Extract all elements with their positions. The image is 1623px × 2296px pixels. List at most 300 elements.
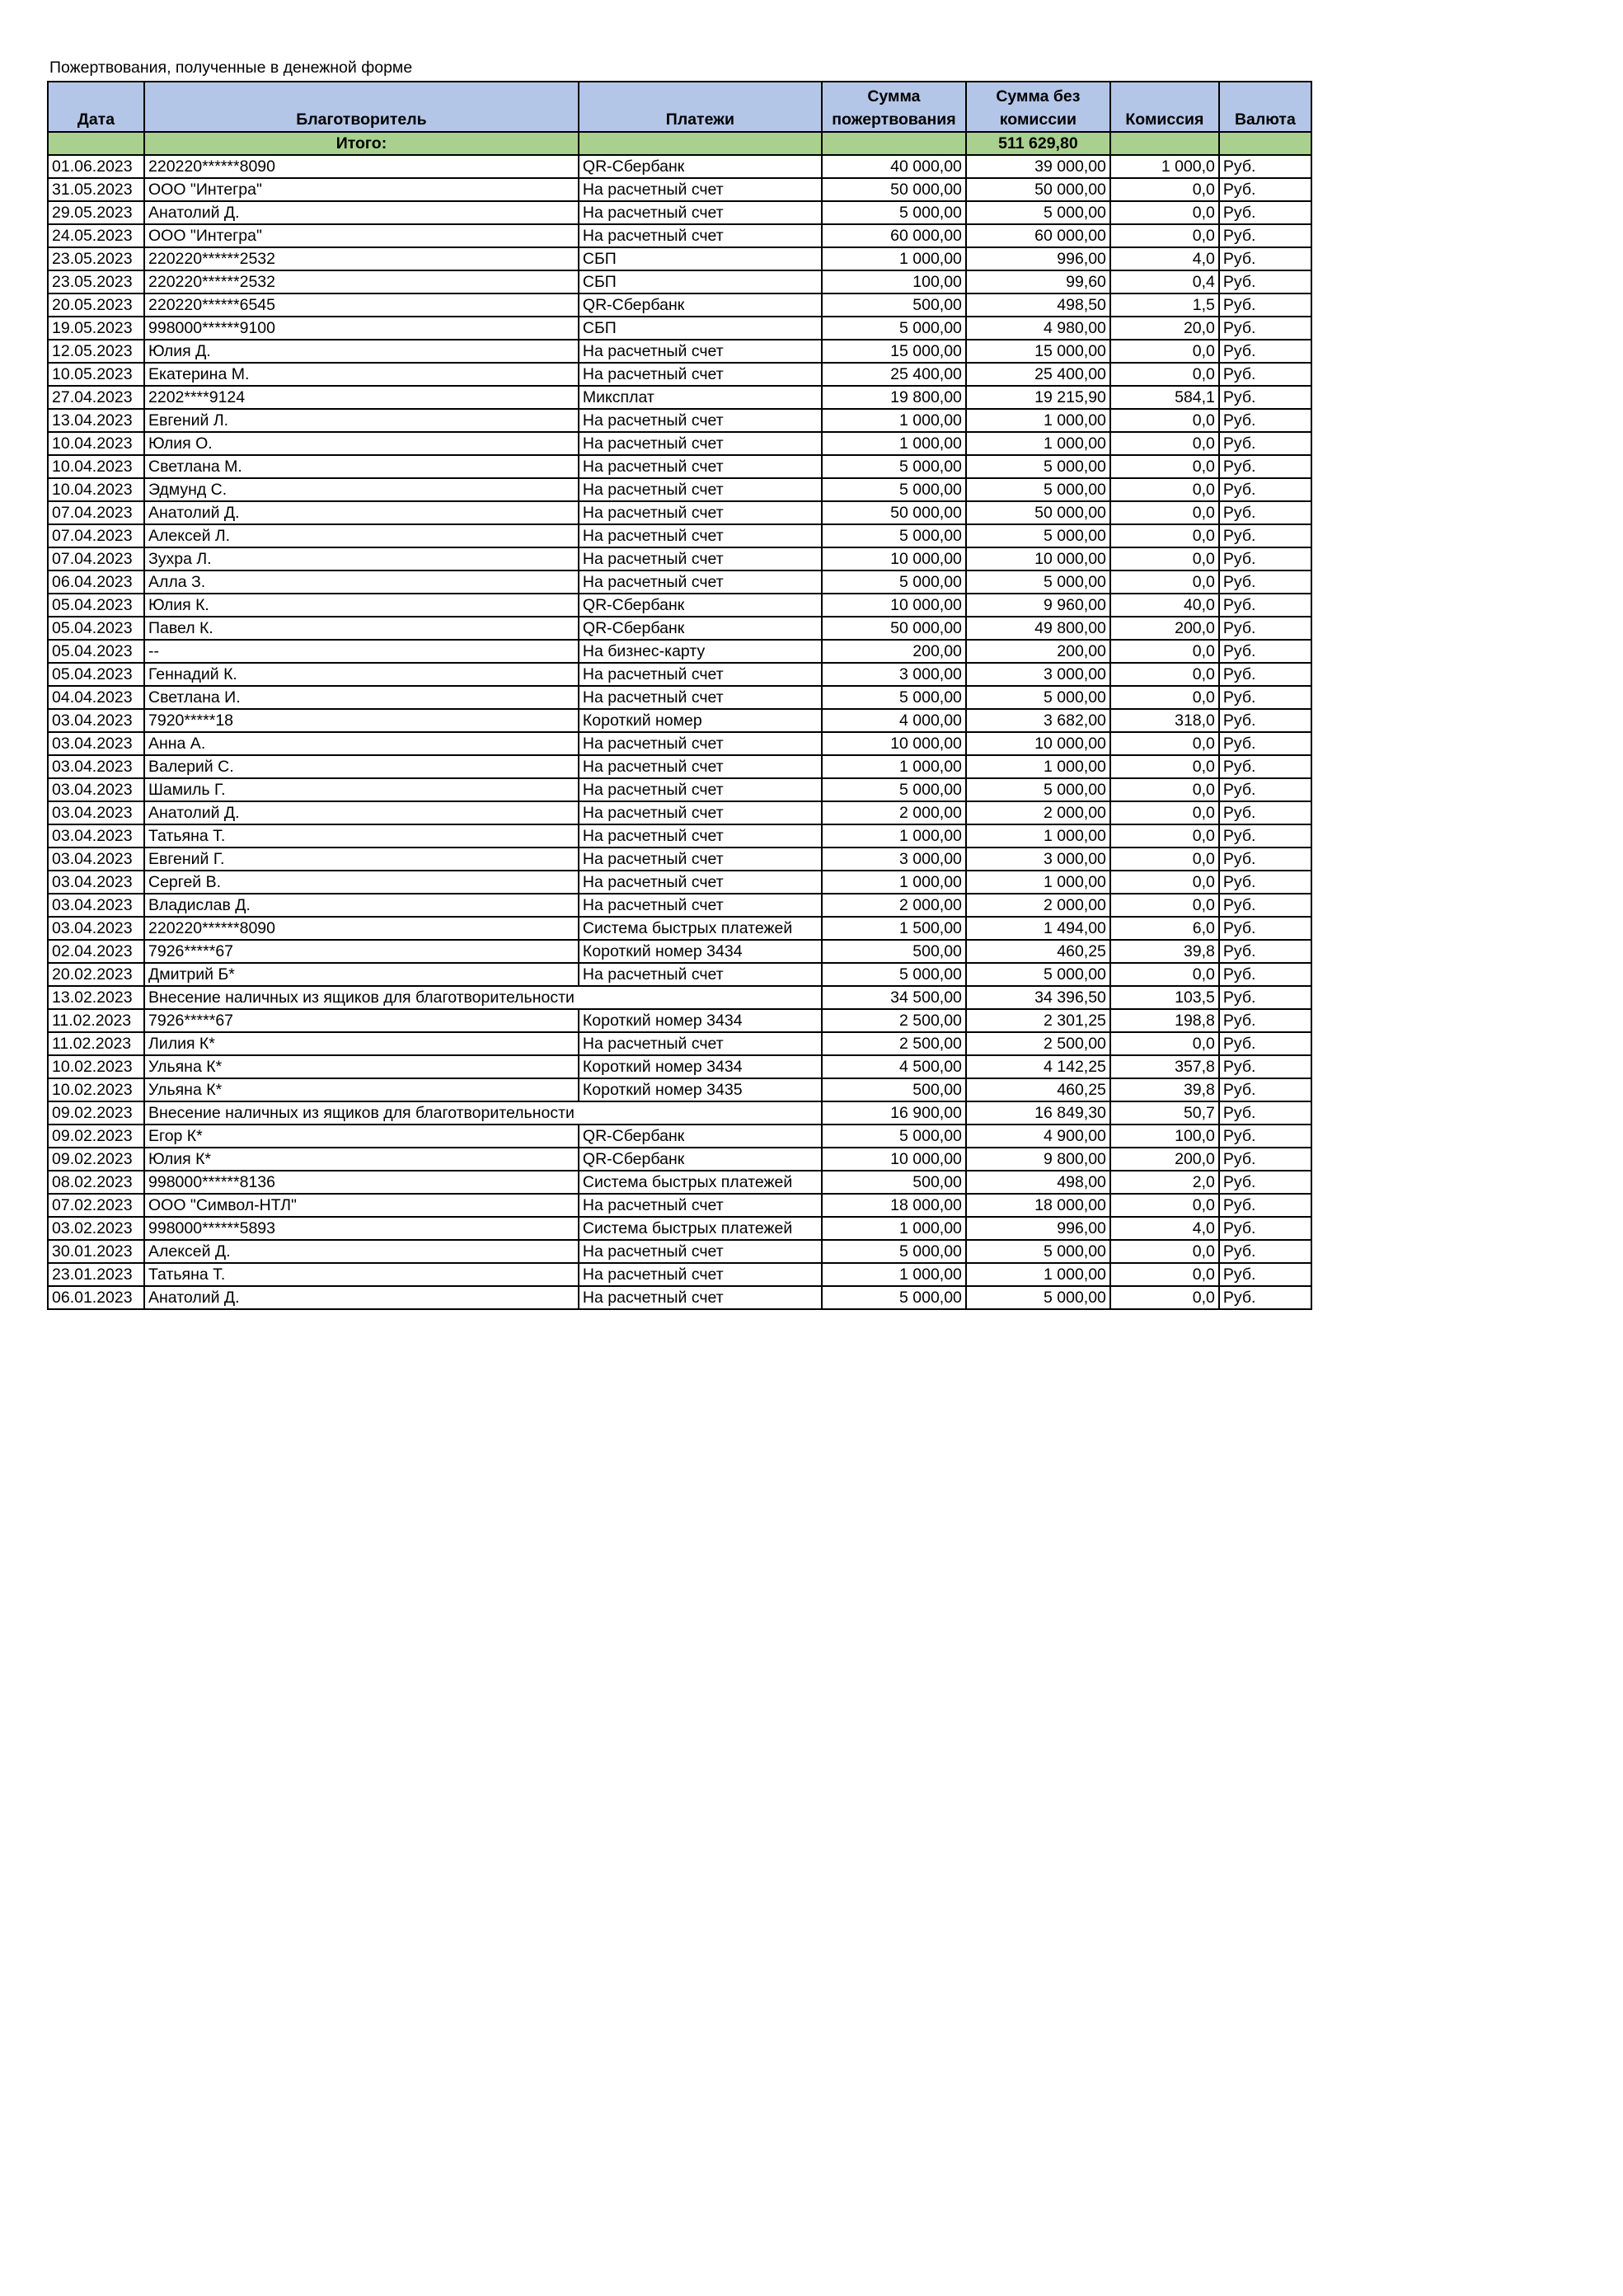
- cell-donor: Анатолий Д.: [144, 1286, 579, 1309]
- cell-donor: Внесение наличных из ящиков для благотворительности: [144, 986, 579, 1009]
- cell-currency: Руб.: [1219, 201, 1311, 224]
- cell-net-amount: 5 000,00: [966, 455, 1110, 478]
- cell-commission: 0,4: [1110, 270, 1219, 293]
- cell-commission: 0,0: [1110, 778, 1219, 801]
- cell-amount: 5 000,00: [822, 570, 966, 594]
- cell-donor: Светлана И.: [144, 686, 579, 709]
- cell-commission: 39,8: [1110, 1078, 1219, 1101]
- cell-currency: Руб.: [1219, 1101, 1311, 1125]
- cell-payment: Система быстрых платежей: [579, 1171, 822, 1194]
- cell-payment: На расчетный счет: [579, 686, 822, 709]
- cell-donor: 220220******2532: [144, 270, 579, 293]
- table-row: [48, 1194, 1311, 1217]
- cell-net-amount: 50 000,00: [966, 501, 1110, 524]
- cell-net-amount: 498,50: [966, 293, 1110, 317]
- cell-amount: 200,00: [822, 640, 966, 663]
- cell-commission: 0,0: [1110, 363, 1219, 386]
- cell-date: 29.05.2023: [48, 201, 144, 224]
- cell-net-amount: 5 000,00: [966, 963, 1110, 986]
- total-row: [48, 132, 1311, 155]
- cell-currency: Руб.: [1219, 640, 1311, 663]
- table-row: [48, 386, 1311, 409]
- cell-donor: 7920*****18: [144, 709, 579, 732]
- cell-payment: На расчетный счет: [579, 1032, 822, 1055]
- cell-payment: На расчетный счет: [579, 663, 822, 686]
- cell-commission: 0,0: [1110, 409, 1219, 432]
- cell-donor: --: [144, 640, 579, 663]
- cell-currency: Руб.: [1219, 1125, 1311, 1148]
- cell-payment: На расчетный счет: [579, 340, 822, 363]
- cell-amount: 5 000,00: [822, 317, 966, 340]
- cell-net-amount: 2 000,00: [966, 894, 1110, 917]
- cell-date: 07.04.2023: [48, 501, 144, 524]
- cell-net-amount: 1 000,00: [966, 755, 1110, 778]
- cell-amount: 50 000,00: [822, 617, 966, 640]
- cell-donor: Сергей В.: [144, 871, 579, 894]
- cell-currency: Руб.: [1219, 1171, 1311, 1194]
- table-row: [48, 594, 1311, 617]
- cell-date: 06.04.2023: [48, 570, 144, 594]
- cell-commission: 0,0: [1110, 686, 1219, 709]
- cell-commission: 0,0: [1110, 848, 1219, 871]
- cell-commission: 0,0: [1110, 201, 1219, 224]
- cell-amount: 1 000,00: [822, 755, 966, 778]
- cell-amount: 5 000,00: [822, 686, 966, 709]
- cell-amount: 5 000,00: [822, 478, 966, 501]
- cell-donor: Анатолий Д.: [144, 801, 579, 824]
- cell-currency: Руб.: [1219, 663, 1311, 686]
- cell-amount: 10 000,00: [822, 547, 966, 570]
- cell-amount: 1 000,00: [822, 432, 966, 455]
- cell-date: 10.05.2023: [48, 363, 144, 386]
- cell-donor: 220220******8090: [144, 155, 579, 178]
- table-row: [48, 1125, 1311, 1148]
- cell-date: 11.02.2023: [48, 1032, 144, 1055]
- cell-amount: 500,00: [822, 1171, 966, 1194]
- cell-net-amount: 5 000,00: [966, 686, 1110, 709]
- cell-net-amount: 1 000,00: [966, 871, 1110, 894]
- table-row: [48, 570, 1311, 594]
- cell-currency: Руб.: [1219, 709, 1311, 732]
- cell-donor: Юлия О.: [144, 432, 579, 455]
- table-row: [48, 432, 1311, 455]
- table-row: [48, 224, 1311, 247]
- cell-currency: Руб.: [1219, 686, 1311, 709]
- cell-payment: На расчетный счет: [579, 455, 822, 478]
- cell-commission: 1 000,0: [1110, 155, 1219, 178]
- cell-currency: Руб.: [1219, 570, 1311, 594]
- cell-net-amount: 498,00: [966, 1171, 1110, 1194]
- cell-donor: Татьяна Т.: [144, 824, 579, 848]
- cell-commission: 0,0: [1110, 547, 1219, 570]
- cell-amount: 5 000,00: [822, 1125, 966, 1148]
- cell-payment: На расчетный счет: [579, 963, 822, 986]
- cell-amount: 16 900,00: [822, 1101, 966, 1125]
- cell-donor: 220220******6545: [144, 293, 579, 317]
- cell-date: 04.04.2023: [48, 686, 144, 709]
- column-header-currency: Валюта: [1219, 82, 1311, 132]
- cell-net-amount: 5 000,00: [966, 524, 1110, 547]
- cell-currency: Руб.: [1219, 409, 1311, 432]
- cell-commission: 0,0: [1110, 178, 1219, 201]
- cell-date: 27.04.2023: [48, 386, 144, 409]
- cell-amount: 34 500,00: [822, 986, 966, 1009]
- cell-date: 03.04.2023: [48, 917, 144, 940]
- cell-commission: 100,0: [1110, 1125, 1219, 1148]
- table-row: [48, 871, 1311, 894]
- cell-net-amount: 19 215,90: [966, 386, 1110, 409]
- cell-commission: 0,0: [1110, 824, 1219, 848]
- cell-currency: Руб.: [1219, 848, 1311, 871]
- cell-donor: Внесение наличных из ящиков для благотворительности: [144, 1101, 579, 1125]
- cell-donor: Павел К.: [144, 617, 579, 640]
- cell-amount: 50 000,00: [822, 501, 966, 524]
- cell-net-amount: 5 000,00: [966, 778, 1110, 801]
- cell-commission: 0,0: [1110, 640, 1219, 663]
- table-row: [48, 640, 1311, 663]
- cell-net-amount: 15 000,00: [966, 340, 1110, 363]
- header-row: [48, 82, 1311, 132]
- table-row: [48, 940, 1311, 963]
- cell-net-amount: 1 000,00: [966, 432, 1110, 455]
- cell-currency: Руб.: [1219, 1194, 1311, 1217]
- table-row: [48, 270, 1311, 293]
- cell-amount: 500,00: [822, 293, 966, 317]
- cell-date: 03.04.2023: [48, 871, 144, 894]
- cell-amount: 1 000,00: [822, 1263, 966, 1286]
- cell-donor: 7926*****67: [144, 940, 579, 963]
- cell-payment: На расчетный счет: [579, 201, 822, 224]
- cell-commission: 1,5: [1110, 293, 1219, 317]
- table-row: [48, 1055, 1311, 1078]
- table-row: [48, 663, 1311, 686]
- cell-commission: 0,0: [1110, 1286, 1219, 1309]
- total-value: 511 629,80: [966, 132, 1110, 155]
- cell-date: 24.05.2023: [48, 224, 144, 247]
- cell-donor: 220220******8090: [144, 917, 579, 940]
- cell-donor: Алла З.: [144, 570, 579, 594]
- cell-currency: Руб.: [1219, 224, 1311, 247]
- cell-payment: На расчетный счет: [579, 570, 822, 594]
- cell-amount: 10 000,00: [822, 1148, 966, 1171]
- cell-payment: На расчетный счет: [579, 432, 822, 455]
- cell-currency: Руб.: [1219, 1240, 1311, 1263]
- cell-amount: 2 000,00: [822, 894, 966, 917]
- table-row: [48, 201, 1311, 224]
- cell-commission: 0,0: [1110, 455, 1219, 478]
- cell-date: 10.02.2023: [48, 1055, 144, 1078]
- cell-payment: Короткий номер 3434: [579, 1009, 822, 1032]
- cell-date: 20.05.2023: [48, 293, 144, 317]
- cell-donor: Валерий С.: [144, 755, 579, 778]
- cell-net-amount: 1 000,00: [966, 1263, 1110, 1286]
- cell-donor: Ульяна К*: [144, 1055, 579, 1078]
- cell-commission: 2,0: [1110, 1171, 1219, 1194]
- cell-payment: На расчетный счет: [579, 547, 822, 570]
- cell-commission: 318,0: [1110, 709, 1219, 732]
- cell-commission: 0,0: [1110, 1194, 1219, 1217]
- cell-date: 03.04.2023: [48, 824, 144, 848]
- table-row: [48, 478, 1311, 501]
- cell-commission: 357,8: [1110, 1055, 1219, 1078]
- cell-donor: 2202****9124: [144, 386, 579, 409]
- cell-date: 09.02.2023: [48, 1148, 144, 1171]
- cell-date: 03.04.2023: [48, 801, 144, 824]
- cell-date: 02.04.2023: [48, 940, 144, 963]
- table-row: [48, 363, 1311, 386]
- table-row: [48, 1078, 1311, 1101]
- cell-payment: На расчетный счет: [579, 871, 822, 894]
- cell-currency: Руб.: [1219, 178, 1311, 201]
- cell-net-amount: 996,00: [966, 247, 1110, 270]
- cell-date: 13.04.2023: [48, 409, 144, 432]
- cell-donor: Геннадий К.: [144, 663, 579, 686]
- cell-donor: Эдмунд С.: [144, 478, 579, 501]
- cell-date: 03.02.2023: [48, 1217, 144, 1240]
- cell-commission: 584,1: [1110, 386, 1219, 409]
- cell-amount: 3 000,00: [822, 663, 966, 686]
- cell-donor: Лилия К*: [144, 1032, 579, 1055]
- column-header-donor: Благотворитель: [144, 82, 579, 132]
- cell-payment: На расчетный счет: [579, 224, 822, 247]
- table-row: [48, 917, 1311, 940]
- cell-currency: Руб.: [1219, 524, 1311, 547]
- cell-commission: 0,0: [1110, 524, 1219, 547]
- cell-commission: 198,8: [1110, 1009, 1219, 1032]
- cell-commission: 50,7: [1110, 1101, 1219, 1125]
- cell-payment: На расчетный счет: [579, 778, 822, 801]
- cell-date: 09.02.2023: [48, 1101, 144, 1125]
- table-row: [48, 986, 1311, 1009]
- cell-amount: 2 500,00: [822, 1032, 966, 1055]
- cell-net-amount: 10 000,00: [966, 547, 1110, 570]
- cell-date: 08.02.2023: [48, 1171, 144, 1194]
- cell-currency: Руб.: [1219, 778, 1311, 801]
- cell-currency: Руб.: [1219, 986, 1311, 1009]
- column-header-commission: Комиссия: [1110, 82, 1219, 132]
- cell-net-amount: 2 301,25: [966, 1009, 1110, 1032]
- cell-donor: Екатерина М.: [144, 363, 579, 386]
- cell-amount: 15 000,00: [822, 340, 966, 363]
- cell-amount: 5 000,00: [822, 963, 966, 986]
- cell-donor: Ульяна К*: [144, 1078, 579, 1101]
- cell-net-amount: 5 000,00: [966, 1286, 1110, 1309]
- cell-net-amount: 996,00: [966, 1217, 1110, 1240]
- cell-date: 13.02.2023: [48, 986, 144, 1009]
- cell-commission: 0,0: [1110, 963, 1219, 986]
- cell-payment: QR-Сбербанк: [579, 155, 822, 178]
- column-header-date: Дата: [48, 82, 144, 132]
- cell-net-amount: 1 000,00: [966, 409, 1110, 432]
- cell-payment: СБП: [579, 247, 822, 270]
- cell-payment: QR-Сбербанк: [579, 293, 822, 317]
- cell-amount: 10 000,00: [822, 732, 966, 755]
- cell-commission: 0,0: [1110, 732, 1219, 755]
- cell-payment: QR-Сбербанк: [579, 617, 822, 640]
- cell-commission: 0,0: [1110, 1263, 1219, 1286]
- cell-currency: Руб.: [1219, 1078, 1311, 1101]
- cell-payment: Короткий номер 3434: [579, 940, 822, 963]
- cell-currency: Руб.: [1219, 432, 1311, 455]
- cell-payment: Короткий номер 3435: [579, 1078, 822, 1101]
- cell-donor: Евгений Г.: [144, 848, 579, 871]
- cell-payment: QR-Сбербанк: [579, 1125, 822, 1148]
- cell-net-amount: 9 800,00: [966, 1148, 1110, 1171]
- cell-amount: 40 000,00: [822, 155, 966, 178]
- cell-net-amount: 39 000,00: [966, 155, 1110, 178]
- table-row: [48, 686, 1311, 709]
- cell-currency: Руб.: [1219, 363, 1311, 386]
- cell-donor: 220220******2532: [144, 247, 579, 270]
- table-row: [48, 155, 1311, 178]
- cell-net-amount: 3 000,00: [966, 848, 1110, 871]
- cell-date: 20.02.2023: [48, 963, 144, 986]
- cell-currency: Руб.: [1219, 824, 1311, 848]
- table-row: [48, 1286, 1311, 1309]
- cell-date: 03.04.2023: [48, 709, 144, 732]
- cell-date: 10.04.2023: [48, 478, 144, 501]
- cell-payment: На расчетный счет: [579, 524, 822, 547]
- table-row: [48, 1009, 1311, 1032]
- cell-commission: 0,0: [1110, 801, 1219, 824]
- total-cell: [822, 132, 966, 155]
- cell-net-amount: 460,25: [966, 940, 1110, 963]
- cell-donor: Алексей Л.: [144, 524, 579, 547]
- cell-donor: Егор К*: [144, 1125, 579, 1148]
- cell-commission: 0,0: [1110, 501, 1219, 524]
- page-title: Пожертвования, полученные в денежной форме: [49, 59, 413, 77]
- cell-amount: 5 000,00: [822, 455, 966, 478]
- cell-currency: Руб.: [1219, 594, 1311, 617]
- cell-amount: 5 000,00: [822, 778, 966, 801]
- cell-payment: [579, 1101, 822, 1125]
- table-row: [48, 617, 1311, 640]
- cell-net-amount: 10 000,00: [966, 732, 1110, 755]
- cell-currency: Руб.: [1219, 317, 1311, 340]
- cell-donor: 998000******9100: [144, 317, 579, 340]
- cell-currency: Руб.: [1219, 1286, 1311, 1309]
- cell-date: 23.05.2023: [48, 270, 144, 293]
- cell-donor: ООО "Интегра": [144, 178, 579, 201]
- cell-currency: Руб.: [1219, 293, 1311, 317]
- cell-payment: Система быстрых платежей: [579, 1217, 822, 1240]
- cell-amount: 4 000,00: [822, 709, 966, 732]
- table-row: [48, 409, 1311, 432]
- cell-payment: На расчетный счет: [579, 478, 822, 501]
- table-row: [48, 178, 1311, 201]
- cell-net-amount: 200,00: [966, 640, 1110, 663]
- cell-payment: QR-Сбербанк: [579, 1148, 822, 1171]
- cell-amount: 1 000,00: [822, 1217, 966, 1240]
- cell-payment: Короткий номер: [579, 709, 822, 732]
- cell-amount: 100,00: [822, 270, 966, 293]
- table-row: [48, 524, 1311, 547]
- cell-net-amount: 5 000,00: [966, 570, 1110, 594]
- cell-date: 10.04.2023: [48, 432, 144, 455]
- table-row: [48, 1263, 1311, 1286]
- cell-donor: ООО "Символ-НТЛ": [144, 1194, 579, 1217]
- cell-net-amount: 60 000,00: [966, 224, 1110, 247]
- cell-payment: [579, 986, 822, 1009]
- cell-payment: На расчетный счет: [579, 1240, 822, 1263]
- cell-currency: Руб.: [1219, 455, 1311, 478]
- cell-donor: Юлия К.: [144, 594, 579, 617]
- cell-net-amount: 4 142,25: [966, 1055, 1110, 1078]
- cell-commission: 20,0: [1110, 317, 1219, 340]
- cell-date: 07.04.2023: [48, 547, 144, 570]
- cell-commission: 0,0: [1110, 478, 1219, 501]
- cell-net-amount: 16 849,30: [966, 1101, 1110, 1125]
- cell-payment: QR-Сбербанк: [579, 594, 822, 617]
- cell-currency: Руб.: [1219, 155, 1311, 178]
- cell-currency: Руб.: [1219, 801, 1311, 824]
- cell-amount: 1 000,00: [822, 409, 966, 432]
- cell-date: 03.04.2023: [48, 894, 144, 917]
- cell-donor: 7926*****67: [144, 1009, 579, 1032]
- total-cell: [579, 132, 822, 155]
- cell-currency: Руб.: [1219, 940, 1311, 963]
- cell-payment: На расчетный счет: [579, 501, 822, 524]
- cell-donor: Юлия Д.: [144, 340, 579, 363]
- cell-amount: 1 000,00: [822, 824, 966, 848]
- cell-commission: 0,0: [1110, 224, 1219, 247]
- cell-currency: Руб.: [1219, 1032, 1311, 1055]
- cell-date: 31.05.2023: [48, 178, 144, 201]
- cell-net-amount: 2 500,00: [966, 1032, 1110, 1055]
- table-row: [48, 1217, 1311, 1240]
- table-row: [48, 1148, 1311, 1171]
- total-cell: [1219, 132, 1311, 155]
- cell-date: 11.02.2023: [48, 1009, 144, 1032]
- table-row: [48, 755, 1311, 778]
- total-cell: [1110, 132, 1219, 155]
- cell-net-amount: 1 494,00: [966, 917, 1110, 940]
- cell-currency: Руб.: [1219, 732, 1311, 755]
- cell-commission: 40,0: [1110, 594, 1219, 617]
- cell-donor: Татьяна Т.: [144, 1263, 579, 1286]
- cell-amount: 10 000,00: [822, 594, 966, 617]
- cell-amount: 500,00: [822, 1078, 966, 1101]
- cell-donor: Шамиль Г.: [144, 778, 579, 801]
- cell-currency: Руб.: [1219, 247, 1311, 270]
- cell-net-amount: 460,25: [966, 1078, 1110, 1101]
- cell-currency: Руб.: [1219, 1217, 1311, 1240]
- cell-net-amount: 2 000,00: [966, 801, 1110, 824]
- cell-date: 06.01.2023: [48, 1286, 144, 1309]
- cell-amount: 4 500,00: [822, 1055, 966, 1078]
- cell-amount: 50 000,00: [822, 178, 966, 201]
- cell-date: 19.05.2023: [48, 317, 144, 340]
- column-header-payment: Платежи: [579, 82, 822, 132]
- cell-commission: 200,0: [1110, 1148, 1219, 1171]
- cell-commission: 0,0: [1110, 570, 1219, 594]
- cell-amount: 1 500,00: [822, 917, 966, 940]
- cell-net-amount: 3 000,00: [966, 663, 1110, 686]
- cell-net-amount: 50 000,00: [966, 178, 1110, 201]
- cell-date: 23.05.2023: [48, 247, 144, 270]
- cell-currency: Руб.: [1219, 547, 1311, 570]
- cell-net-amount: 1 000,00: [966, 824, 1110, 848]
- cell-net-amount: 25 400,00: [966, 363, 1110, 386]
- table-row: [48, 709, 1311, 732]
- cell-currency: Руб.: [1219, 386, 1311, 409]
- total-cell: [48, 132, 144, 155]
- cell-payment: На бизнес-карту: [579, 640, 822, 663]
- cell-donor: Юлия К*: [144, 1148, 579, 1171]
- cell-commission: 6,0: [1110, 917, 1219, 940]
- cell-currency: Руб.: [1219, 501, 1311, 524]
- table-row: [48, 732, 1311, 755]
